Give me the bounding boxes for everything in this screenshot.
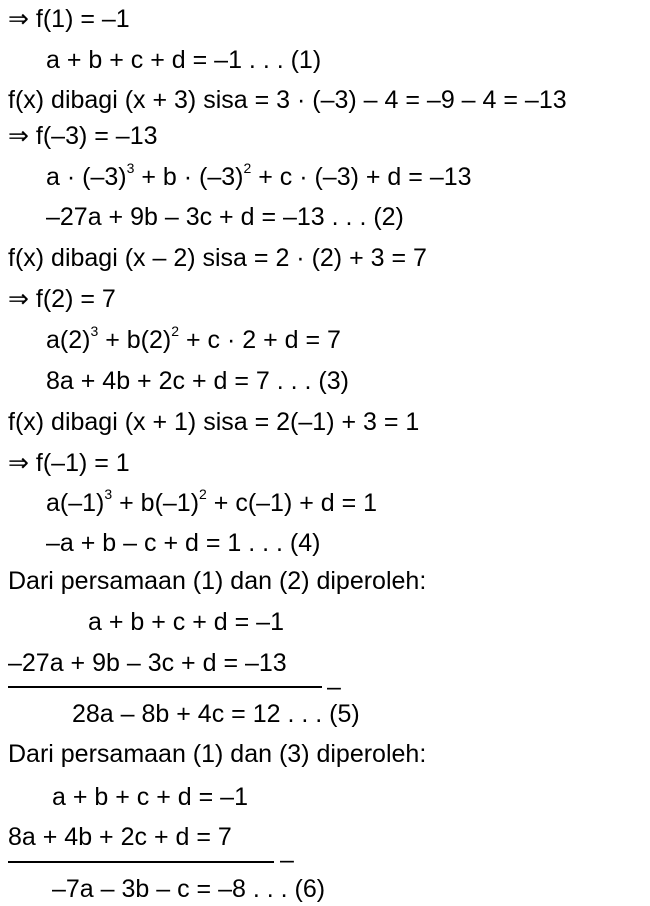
text: a + b + c + d = –1 (52, 783, 248, 811)
text: a + b + c + d = –1 (88, 608, 284, 636)
line-17 (8, 648, 287, 678)
exponent: 2 (243, 160, 252, 176)
subtraction-sign: – (327, 673, 341, 701)
line-07 (8, 243, 427, 273)
text: 8a + 4b + 2c + d = 7 . . . (3) (46, 367, 349, 395)
text: ⇒ f(1) = –1 (8, 5, 130, 33)
line-04 (8, 121, 158, 151)
text: a · (–3) (46, 163, 127, 191)
line-21 (8, 822, 232, 852)
line-15 (8, 566, 426, 596)
line-02 (46, 45, 321, 75)
line-19 (8, 739, 426, 769)
line-13 (46, 488, 377, 518)
text: –7a – 3b – c = –8 . . . (6) (52, 875, 326, 903)
text: + b · (–3) (134, 163, 244, 191)
text: + b(2) (98, 326, 172, 354)
line-14 (46, 528, 320, 558)
text: –27a + 9b – 3c + d = –13 . . . (2) (46, 203, 404, 231)
line-03 (8, 85, 567, 115)
line-09 (46, 325, 341, 355)
text: + c · 2 + d = 7 (179, 326, 341, 354)
subtraction-rule (8, 686, 322, 688)
text: a(2) (46, 326, 91, 354)
text: ⇒ f(–3) = –13 (8, 122, 158, 150)
line-11 (8, 407, 419, 437)
line-05 (46, 162, 472, 192)
text: ⇒ f(–1) = 1 (8, 449, 130, 477)
line-08 (8, 284, 116, 314)
line-06 (46, 202, 404, 232)
text: 8a + 4b + 2c + d = 7 (8, 823, 232, 851)
text: –a + b – c + d = 1 . . . (4) (46, 529, 321, 557)
text: f(x) dibagi (x + 3) sisa = 3 · (–3) – 4 = –9 – 4 = –13 (8, 86, 567, 114)
text: ⇒ f(2) = 7 (8, 285, 116, 313)
exponent: 2 (171, 323, 180, 339)
exponent: 3 (104, 486, 113, 502)
text: + b(–1) (112, 489, 200, 517)
subtraction-sign-2: – (280, 846, 294, 874)
text: –27a + 9b – 3c + d = –13 (8, 649, 287, 677)
text: 28a – 8b + 4c = 12 . . . (5) (72, 700, 360, 728)
line-18 (72, 699, 360, 729)
text: + c · (–3) + d = –13 (251, 163, 472, 191)
subtraction-rule-2 (8, 861, 274, 863)
text: + c(–1) + d = 1 (206, 489, 378, 517)
exponent: 3 (126, 160, 135, 176)
exponent: 2 (199, 486, 207, 502)
line-12 (8, 448, 130, 478)
text: f(x) dibagi (x + 1) sisa = 2(–1) + 3 = 1 (8, 408, 420, 436)
line-22 (52, 874, 325, 904)
text: Dari persamaan (1) dan (3) diperoleh: (8, 740, 427, 768)
text: Dari persamaan (1) dan (2) diperoleh: (8, 567, 427, 595)
text: a(–1) (46, 489, 105, 517)
text: f(x) dibagi (x – 2) sisa = 2 · (2) + 3 = 7 (8, 244, 427, 272)
text: a + b + c + d = –1 . . . (1) (46, 46, 322, 74)
line-16 (88, 607, 284, 637)
exponent: 3 (90, 323, 99, 339)
line-20 (52, 782, 248, 812)
line-10 (46, 366, 349, 396)
line-01 (8, 4, 130, 34)
